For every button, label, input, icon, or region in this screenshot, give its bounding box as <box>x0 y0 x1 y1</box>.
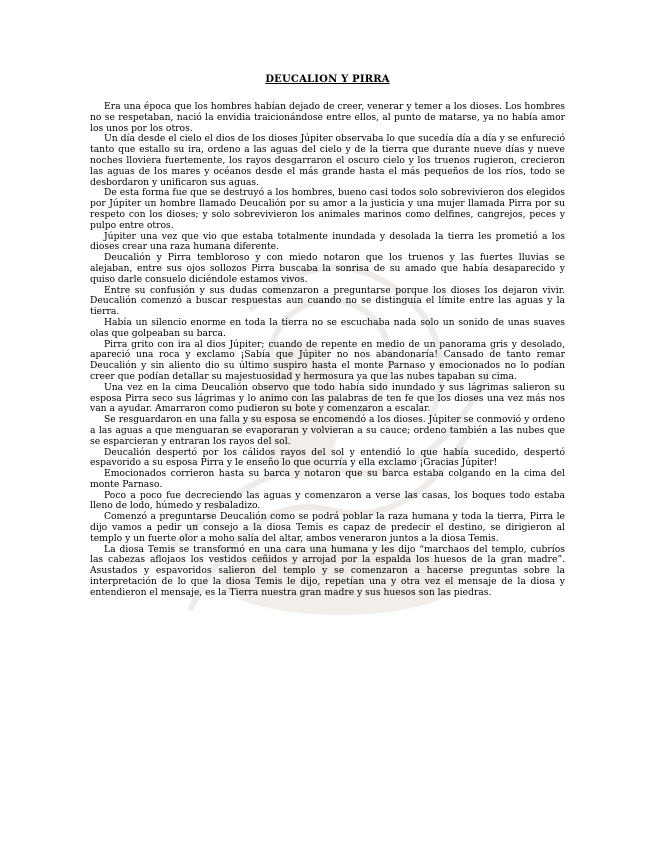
paragraph: Una vez en la cima Deucalión observo que todo había sido inundado y sus lágrimas salieron su esposa Pirra seco sus lágrimas y lo animo con las palabras de ten fe que los dioses una vez más nos van a ayudar. Amarraron como pudieron su bote y comenzaron a escalar. <box>90 381 565 415</box>
paragraph: Comenzó a preguntarse Deucalión como se podrá poblar la raza humana y toda la tierra, Pirra le dijo vamos a pedir un consejo a la diosa Temis es capaz de predecir el destino, se dirigieron al templo y un fuerte olor a moho salía del altar, ambos veneraron juntos a la diosa Temis. <box>90 511 565 544</box>
paragraph: Júpiter una vez que vio que estaba totalmente inundada y desolada la tierra les prometió a los dioses crear una raza humana diferente. <box>90 230 565 253</box>
paragraph: La diosa Temis se transformó en una cara una humana y les dijo “marchaos del templo, cubríos las cabezas aflojaos los vestidos ceñidos y arrojad por la espalda los huesos de la gran madre”. Asustados y espavoridos salieron del templo y se comenzaron a hacerse preguntas sobre la interpretación de lo que la diosa Temis le dijo, repetían una y otra vez el mensaje de la diosa y entendieron el mensaje, es la Tierra nuestra gran madre y sus huesos son las piedras. <box>90 543 565 598</box>
paragraph: Deucalión y Pirra tembloroso y con miedo notaron que los truenos y las fuertes lluvias se alejaban, entre sus ojos sollozos Pirra buscaba la sonrisa de su amado que había desaparecido y quiso darle consuelo diciéndole estamos vivos. <box>90 252 565 285</box>
paragraph: Pirra grito con ira al dios Júpiter; cuando de repente en medio de un panorama gris y desolado, apareció una roca y exclamo ¡Sabía que Júpiter no nos abandonaría! Cansado de tanto remar Deucalión y sin aliento dio su último suspiro hasta el monte Parnaso y emocionados no lo podían creer que podían detallar su majestuosidad y hermosura ya que las nubes tapaban su cima. <box>90 338 565 382</box>
paragraph: Era una época que los hombres habían dejado de creer, venerar y temer a los dioses. Los hombres no se respetaban, nació la envidia traicionándose entre ellos, al punto de matarse, ya no había amor los unos por los otros. <box>90 101 565 134</box>
paragraph: Deucalión despertó por los cálidos rayos del sol y entendió lo que había sucedido, despertó espavorido a su esposa Pirra y le enseño lo que ocurría y ella exclamo ¡Gracias Júpiter! <box>90 446 565 469</box>
paragraph: De esta forma fue que se destruyó a los hombres, bueno casi todos solo sobrevivieron dos elegidos por Júpiter un hombre llamado Deucalión por su amor a la justicia y una mujer llamada Pirra por su respeto con los dioses; y solo sobrevivieron los animales marinos como delfines, cangrejos, peces y pulpo entre otros. <box>90 187 565 231</box>
document-title: DEUCALION Y PIRRA <box>265 74 390 85</box>
paragraph: Entre su confusión y sus dudas comenzaron a preguntarse porque los dioses los dejaron vivir. Deucalión comenzó a buscar respuestas aun cuando no se distinguía el límite entre las aguas y la tierra. <box>90 284 565 318</box>
document-body <box>90 102 565 599</box>
paragraph: Se resguardaron en una falla y su esposa se encomendó a los dioses. Júpiter se conmovió y ordeno a las aguas a que menguaran se evaporaran y volvieran a su cauce; ordeno también a las nubes que se esparcieran y entraran los rayos del sol. <box>90 414 565 447</box>
paragraph: Había un silencio enorme en toda la tierra no se escuchaba nada solo un sonido de unas suaves olas que golpeaban su barca. <box>90 316 565 339</box>
paragraph: Un día desde el cielo el dios de los dioses Júpiter observaba lo que sucedía día a día y se enfureció tanto que estallo su ira, ordeno a las aguas del cielo y de la tierra que durante nueve días y nueve noches lloviera fuertemente, los rayos desgarraron el oscuro cielo y los truenos rugieron, crecieron las aguas de los mares y océanos desde el más grande hasta el más pequeños de los ríos, todo se desbordaron y unificaron sus aguas. <box>90 133 565 188</box>
paragraph: Poco a poco fue decreciendo las aguas y comenzaron a verse las casas, los boques todo estaba lleno de lodo, húmedo y resbaladizo. <box>90 489 565 512</box>
paragraph: Emocionados corrieron hasta su barca y notaron que su barca estaba colgando en la cima del monte Parnaso. <box>90 468 565 490</box>
